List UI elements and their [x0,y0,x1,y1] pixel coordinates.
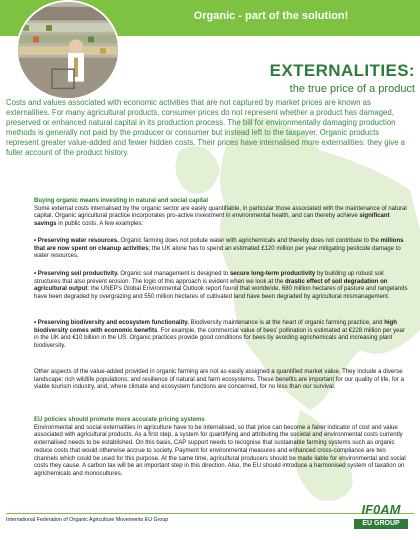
intro-paragraph: Costs and values associated with economic activities that are not captured by market prices are known as externalities. For many agricultural products, consumer prices do not represent whether a product has damaged, preserved or enhanced natural capital in its production process. The bill for environmentally damaging production methods is generally not paid by the producer or consumer but instead left to the taxpayer. Organic products represent greater value-added and fewer hidden costs. Their prices have internalised more externalities: they give a fuller account of the product history. [6,98,406,158]
section-heading: EU policies should promote more accurate pricing systems [34,417,205,423]
page-subtitle: the true price of a product [289,83,415,95]
bold-run: high biodiversity comes with economic benefits [34,320,397,334]
page-title: EXTERNALITIES: [269,61,415,80]
ifoam-logo [350,503,412,533]
section-paragraph [34,206,410,229]
section-paragraph: Environmental and social externalities in agriculture have to be internalised, so that price can become a fairer indicator of cost and value associated with agricultural products. As a first step, a system for quantifying and attributing the societal and environmental costs currently externalised needs to be established. On this basis, CAP support needs to recognise that sustainable farming systems such as organic reduce costs that would otherwise accrue to society. Payment for environmental measures and enhanced cross-compliance are two channels which could be used for this purpose. At the same time, agricultural producers should be made liable for environmental and social costs they cause. A carbon tax will be an important step in this direction. Also, the EU should introduce a harmonised system of taxation on agrichemicals and monocultures. [34,424,406,477]
text-run: : the UNEP's Global Environmental Outlook report found that worldwide, 680 million hectares of pasture and rangelands have been degraded by overgrazing and 550 million hectares of cultivated land have been degraded by agricultural mismanagement. [34,286,408,301]
text-run: . For example, the commercial value of bees' pollination is estimated at €228 million per year in the UK and €10 billion in the US. Organic practices provide good conditions for bees by avoiding agrichemicals and increasing plant biodiversity. [34,327,405,350]
text-run: Organic soil management is designed to [118,271,230,277]
text-run: Organic farming does not pollute water with agrichemicals and thereby does not contribute to the [118,238,381,244]
bullet-lead: • Preserving soil productivity. [34,271,119,277]
bold-run: significant savings [34,213,390,228]
bullet-lead: • Preserving biodiversity and ecosystem functionality. [34,320,189,326]
bold-run: millions that are now spent on cleanup activities [34,238,404,252]
bold-run: secure long-term productivity [229,271,316,277]
bold-run: drastic effect of soil degradation on agricultural output [34,278,388,293]
section-heading: Buying organic means investing in natural and social capital [34,198,209,204]
other-aspects-paragraph: Other aspects of the value-added provided in organic farming are not as easily assigned a quantified market value. They include a diverse landscape; rich wildlife populations; and resilience of natural and farm ecosystems. These benefits are important for our quality of life, for a viable tourism industry, and, where climate and ecosystem functions are concerned, for no less than our survival. [34,369,404,391]
bullet-biodiversity [34,320,410,351]
supermarket-photo [16,0,120,100]
text-run: by building up robust soil structures that also prevent erosion. The logic of this approach is evident when we look at the [34,271,384,285]
tagline: Organic - part of the solution! [193,10,349,22]
text-run: ; the UK alone has to spend an estimated £120 million per year mitigating pesticide damage to water resources. [34,245,401,260]
section-buying-organic [34,198,410,229]
bullet-lead: • Preserving water resources. [34,238,119,244]
bullet-soil [34,271,410,302]
logo-wordmark: IF0AM [361,502,401,517]
text-run: in public costs. A few examples: [56,221,144,228]
footer-org: International Federation of Organic Agriculture Movements EU Group [6,517,169,523]
section-eu-policies [34,417,410,479]
logo-subtitle: EU GROUP [354,519,408,529]
bullet-water [34,238,410,261]
text-run: Some external costs internalised by the organic sector are easily quantifiable, in particular those associated with the maintenance of natural capital. Organic agricultural practice incorporates pro-active investment in environmental health, and can thereby achieve [34,205,407,220]
text-run: Biodiversity maintenance is at the heart of organic farming practice, and [188,320,385,326]
